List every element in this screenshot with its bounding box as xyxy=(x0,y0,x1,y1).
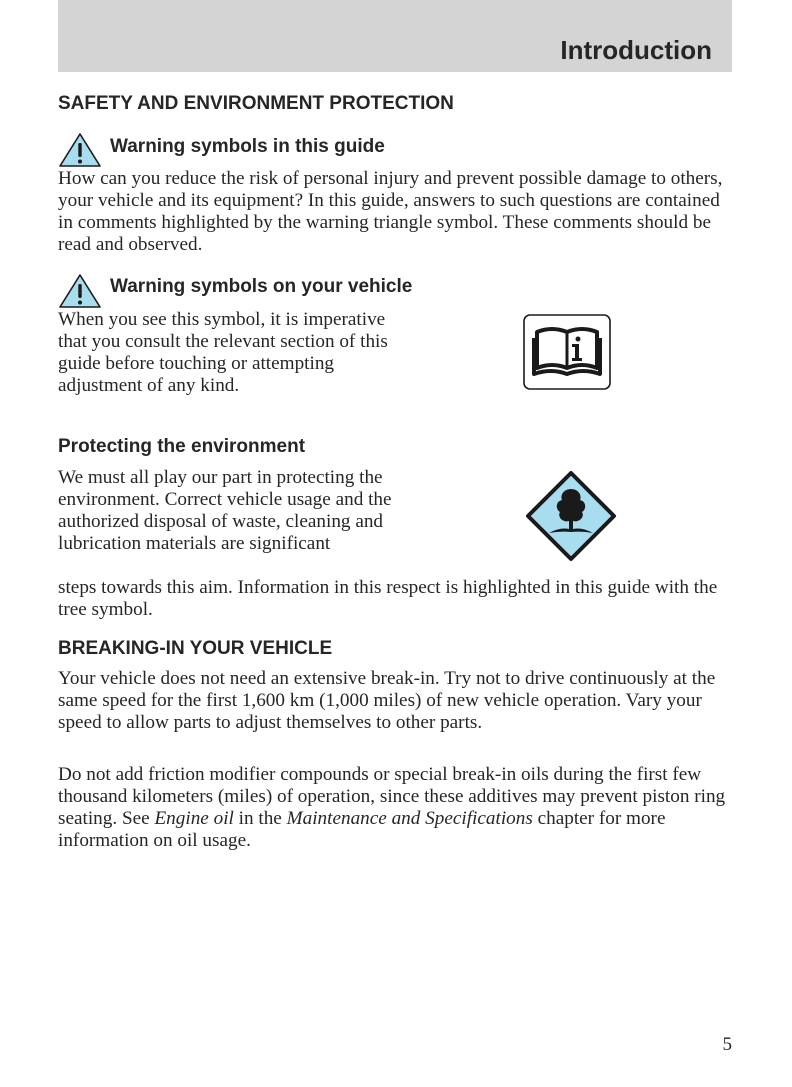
page-header xyxy=(58,0,732,72)
page-number: 5 xyxy=(722,1034,732,1055)
chapter-title: Introduction xyxy=(560,35,712,65)
heading-guide-warning: Warning symbols in this guide xyxy=(110,136,385,157)
section-title-safety: SAFETY AND ENVIRONMENT PROTECTION xyxy=(58,93,454,114)
heading-environment: Protecting the environment xyxy=(58,436,306,457)
heading-vehicle-warning: Warning symbols on your vehicle xyxy=(110,276,413,297)
warning-triangle-icon xyxy=(58,132,102,168)
owner-manual-icon xyxy=(523,314,611,390)
paragraph-environment-part1: We must all play our part in protecting the environment. Correct vehicle usage and the authorized disposal of waste, cleaning and lubrication materials are significant xyxy=(58,467,392,554)
paragraph-break-in-2: Do not add friction modifier compounds or special break-in oils during the first few thousand kilometers (miles) of operation, since these additives may prevent piston ring seating. See Engine oil in the Maintenance and Specifications chapter for more information on oil usage. xyxy=(58,764,726,851)
reference-engine-oil: Engine oil xyxy=(154,808,234,829)
section-title-break-in: BREAKING-IN YOUR VEHICLE xyxy=(58,638,333,659)
environment-tree-icon xyxy=(525,471,617,563)
reference-maintenance-chapter: Maintenance and Specifications xyxy=(286,808,533,829)
warning-triangle-icon xyxy=(58,273,102,309)
paragraph-break-in-1: Your vehicle does not need an extensive break-in. Try not to drive continuously at the same speed for the first 1,600 km (1,000 miles) of new vehicle operation. Vary your speed to allow parts to adjust themselves to other parts. xyxy=(58,668,716,733)
paragraph-environment-part2: steps towards this aim. Information in this respect is highlighted in this guide with the tree symbol. xyxy=(58,577,718,620)
paragraph-guide-warning: How can you reduce the risk of personal injury and prevent possible damage to others, your vehicle and its equipment? In this guide, answers to such questions are contained in comments highlighted by the warning triangle symbol. These comments should be read and observed. xyxy=(58,168,723,255)
paragraph-vehicle-warning: When you see this symbol, it is imperative that you consult the relevant section of this guide before touching or attempting adjustment of any kind. xyxy=(58,309,388,396)
